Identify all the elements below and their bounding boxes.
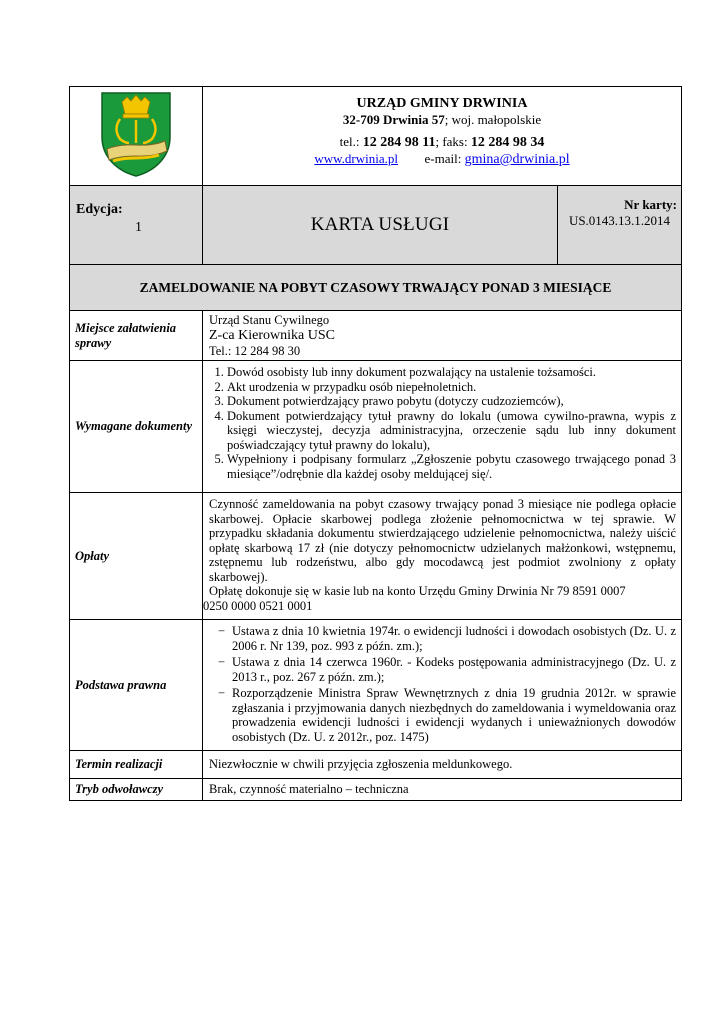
appeal-row — [70, 779, 682, 801]
office-phone: tel.: 12 284 98 11; faks: 12 284 98 34 — [339, 134, 545, 150]
office-info — [203, 87, 682, 186]
documents-row — [70, 361, 682, 493]
list-item: 1. Dowód osobisty lub inny dokument pozwalający na ustalenie tożsamości. — [227, 365, 676, 380]
legal-content — [203, 620, 682, 751]
place-content — [203, 311, 682, 361]
edition-row — [70, 186, 682, 265]
coat-of-arms-icon — [99, 91, 173, 177]
card-number-value: US.0143.13.1.2014 — [568, 213, 671, 228]
legal-list — [209, 624, 676, 744]
list-item: − Ustawa z dnia 10 kwietnia 1974r. o ewidencji ludności i dowodach osobistych (Dz. U. z 2006 r. Nr 139, poz. 993 z późn. zm.); — [218, 624, 676, 653]
place-line-1: Urząd Stanu Cywilnego — [209, 313, 330, 327]
legal-row — [70, 620, 682, 751]
legal-label: Podstawa prawna — [70, 620, 203, 751]
fees-label: Opłaty — [70, 493, 203, 620]
place-line-2: Z-ca Kierownika USC — [209, 327, 335, 343]
card-title: KARTA USŁUGI — [203, 186, 558, 265]
fees-content — [203, 493, 682, 620]
fees-payment-line-1: Opłatę dokonuje się w kasie lub na konto Urzędu Gminy Drwinia Nr 79 8591 0007 — [209, 584, 626, 598]
documents-list — [209, 365, 676, 481]
documents-content — [203, 361, 682, 493]
list-item: 4. Dokument potwierdzający tytuł prawny do lokalu (umowa cywilno-prawna, wypis z księgi wieczystej, decyzja administracyjna, orzeczenie sądu lub inny dokument poświadczający tytuł prawny do lokalu), — [227, 409, 676, 453]
place-label: Miejsce załatwienia sprawy — [70, 311, 203, 361]
fees-text: Czynność zameldowania na pobyt czasowy trwający ponad 3 miesiące nie podlega opłacie skarbowej. Opłacie skarbowej podlega złożenie pełnomocnictwa w tej sprawie. W przypadku składania dokumentu stwierdzającego udzielenie pełnomocnictwa, należy uiścić opłatę skarbową 17 zł (nie dotyczy pełnomocnictw udzielanych małżonkowi, wstępnemu, zstępnemu lub rodzeństwu, albo gdy mocodawcą jest podmiot zwolniony z opłaty skarbowej). — [209, 497, 676, 584]
office-address: 32-709 Drwinia 57; woj. małopolskie — [342, 112, 542, 127]
office-contact-links: www.drwinia.pl e-mail: gmina@drwinia.pl — [314, 151, 570, 167]
place-line-3: Tel.: 12 284 98 30 — [209, 343, 301, 358]
list-item: 2. Akt urodzenia w przypadku osób niepełnoletnich. — [227, 380, 676, 395]
fees-row — [70, 493, 682, 620]
website-link[interactable]: www.drwinia.pl — [314, 151, 399, 166]
list-item: − Rozporządzenie Ministra Spraw Wewnętrznych z dnia 19 grudnia 2012r. w sprawie zgłaszania i przyjmowania danych niezbędnych do zameldowania i wymeldowania oraz prowadzenia ewidencji ludności i ewidencji wydanych i unieważnionych dowodów osobistych (Dz. U. z 2012r., poz. 1475) — [218, 686, 676, 744]
email-link[interactable]: gmina@drwinia.pl — [464, 152, 570, 167]
card-number-label: Nr karty: — [624, 197, 677, 212]
edition-cell — [70, 186, 203, 265]
office-name: URZĄD GMINY DRWINIA — [356, 96, 528, 111]
service-title: ZAMELDOWANIE NA POBYT CZASOWY TRWAJĄCY PONAD 3 MIESIĄCE — [70, 265, 682, 311]
edition-label: Edycja: — [76, 202, 123, 217]
service-title-row — [70, 265, 682, 311]
card-number-cell — [558, 186, 682, 265]
list-item: − Ustawa z dnia 14 czerwca 1960r. - Kodeks postępowania administracyjnego (Dz. U. z 2013 r., poz. 267 z późn. zm.); — [218, 655, 676, 684]
list-item: 3. Dokument potwierdzający prawo pobytu (dotyczy cudzoziemców), — [227, 394, 676, 409]
edition-value: 1 — [135, 220, 142, 235]
deadline-row — [70, 751, 682, 779]
appeal-label: Tryb odwoławczy — [70, 779, 203, 801]
documents-label: Wymagane dokumenty — [70, 361, 203, 493]
fees-payment-line-2: 0250 0000 0521 0001 — [203, 598, 313, 613]
deadline-label: Termin realizacji — [70, 751, 203, 779]
deadline-content: Niezwłocznie w chwili przyjęcia zgłoszenia meldunkowego. — [203, 751, 682, 779]
service-card-table — [69, 86, 682, 801]
crest-cell — [70, 87, 203, 186]
list-item: 5. Wypełniony i podpisany formularz „Zgłoszenie pobytu czasowego trwającego ponad 3 miesiące”/odrębnie dla każdej osoby meldującej się/. — [227, 452, 676, 481]
appeal-content: Brak, czynność materialno – techniczna — [203, 779, 682, 801]
header-row — [70, 87, 682, 186]
place-row — [70, 311, 682, 361]
